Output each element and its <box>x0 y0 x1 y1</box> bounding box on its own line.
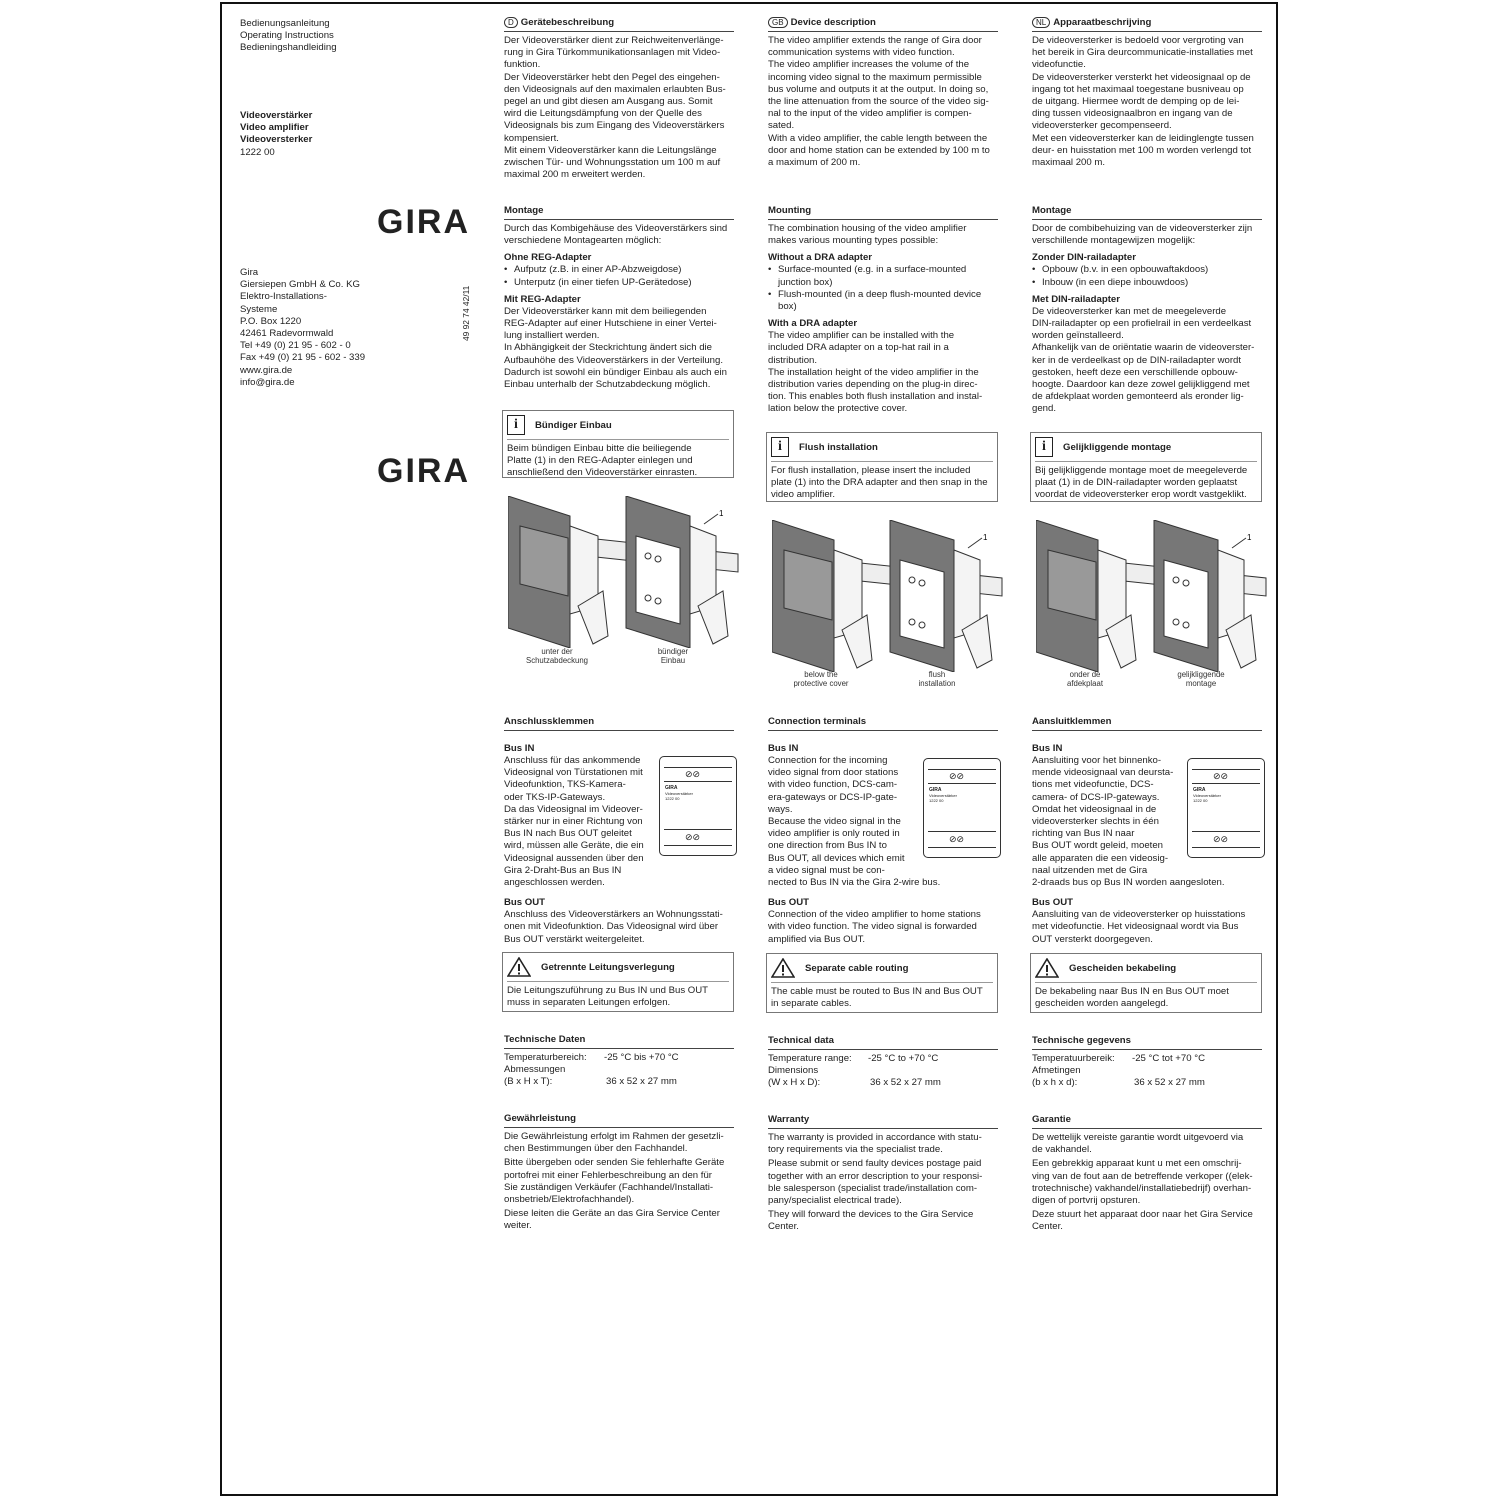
device-number: 1222 00 <box>929 798 944 803</box>
text-line: Aansluiting van de videoversterker op huisstations <box>1032 909 1246 921</box>
mounting-section-nl <box>1032 205 1262 416</box>
text-line: lation below the protective cover. <box>768 403 908 415</box>
text-line: verschiedene Montagearten möglich: <box>504 235 662 247</box>
mounting-section-gb <box>768 205 998 416</box>
figure-caption <box>1156 670 1246 688</box>
dim-value: 36 x 52 x 27 mm <box>1134 1077 1205 1089</box>
text-line: portofrei mit einer Fehlerbeschreibung an den für <box>504 1169 712 1181</box>
text-line: Door de combibehuizing van de videoversterker zijn <box>1032 223 1253 234</box>
doc-type-en: Operating Instructions <box>240 30 334 42</box>
text-line: Aufbauhöhe des Videoverstärkers in der Verteilung. <box>504 354 724 366</box>
text-line: trotechnische) vakhandel/installatiebedrijf) overhan- <box>1032 1182 1252 1194</box>
text-line: Anschluss für das ankommende <box>504 755 641 766</box>
text-line: Connection of the video amplifier to home stations <box>768 909 981 921</box>
text-line: Dadurch ist sowohl ein bündiger Einbau als auch ein <box>504 366 727 378</box>
device-illustration <box>1187 758 1265 858</box>
text-line: in separate cables. <box>771 998 852 1010</box>
text-line: Bus IN nach Bus OUT geleitet <box>504 828 632 840</box>
warranty-title: Gewährleistung <box>504 1113 734 1128</box>
caption-line: gelijkliggende <box>1177 670 1225 679</box>
text-line: Videosignal aussenden über den <box>504 852 644 864</box>
text-line: Center. <box>1032 1221 1063 1233</box>
text-line: video amplifier. <box>771 489 835 501</box>
warning-title: Getrennte Leitungsverlegung <box>541 961 675 973</box>
device-brand: GIRA <box>665 785 678 791</box>
info-icon: i <box>507 415 525 435</box>
text-line: hoogte. Daardoor kan deze zowel gelijkliggend met <box>1032 379 1250 391</box>
callout-number: 1 <box>1247 533 1252 542</box>
text-line: naal uitzenden met de Gira <box>1032 864 1148 876</box>
text-line: maximaal 200 m. <box>1032 157 1106 169</box>
text-line: De videoversterker kan met de meegeleverde <box>1032 305 1227 317</box>
text-line: Gira 2-Draht-Bus an Bus IN <box>504 864 622 876</box>
caption-line: afdekplaat <box>1067 679 1103 688</box>
text-line: incoming video signal to the maximum permissible <box>768 71 982 83</box>
device-brand: GIRA <box>1193 787 1206 793</box>
temp-label: Temperaturbereich: <box>504 1052 587 1063</box>
text-line: Mit einem Videoverstärker kann die Leitungslänge <box>504 144 717 156</box>
text-line: Sie zuständigen Verkäufer (Fachhandel/Installati- <box>504 1181 714 1193</box>
doc-code: 49 92 74 42/11 <box>461 285 471 341</box>
text-line: The video amplifier extends the range of Gira door <box>768 35 982 46</box>
text-line: Beim bündigen Einbau bitte die beiliegende <box>507 443 692 454</box>
text-line: anschließend den Videoverstärker einrasten. <box>507 467 698 479</box>
caption-line: protective cover <box>793 679 849 688</box>
mounting-illustration-de <box>508 496 740 648</box>
warning-box-nl <box>1030 953 1262 1013</box>
device-illustration <box>923 758 1001 858</box>
text-line: De videoversterker is bedoeld voor vergroting van <box>1032 35 1244 46</box>
mount-title: Mounting <box>768 205 998 220</box>
gira-logo-top: GIRA <box>377 203 470 241</box>
text-line: the line attenuation from the source of the video sig- <box>768 96 989 108</box>
text-line: onsbetrieb/Elektrofachhandel). <box>504 1194 635 1206</box>
text-line: Bus OUT wordt geleid, moeten <box>1032 840 1164 852</box>
text-line: makes various mounting types possible: <box>768 235 939 247</box>
text-line: pegel an und gibt diesen am Ausgang aus. Somit <box>504 96 713 108</box>
text-line: Die Leitungszuführung zu Bus IN und Bus OUT <box>507 985 709 996</box>
lang-badge: NL <box>1032 17 1050 28</box>
tech-data-gb <box>768 1035 998 1090</box>
text-line: lung installiert werden. <box>504 330 600 342</box>
bus-out-title: Bus OUT <box>1032 897 1074 909</box>
warning-title: Gescheiden bekabeling <box>1069 962 1177 974</box>
tech-title: Technische Daten <box>504 1034 734 1049</box>
terminal-screws-icon: ⊘⊘ <box>1213 771 1229 781</box>
without-adapter-title: Without a DRA adapter <box>768 252 873 264</box>
caption-line: onder de <box>1069 670 1101 679</box>
tech-title: Technische gegevens <box>1032 1035 1262 1050</box>
product-titles <box>240 110 312 147</box>
text-line: The combination housing of the video amplifier <box>768 223 967 234</box>
bullet-item: • Aufputz (z.B. in einer AP-Abzweigdose) <box>504 264 734 276</box>
text-line: gend. <box>1032 403 1057 415</box>
text-line: Der Videoverstärker kann mit dem beiliegenden <box>504 305 707 317</box>
caption-line: unter der <box>541 647 573 656</box>
address-line: Giersiepen GmbH & Co. KG <box>240 279 360 291</box>
info-icon: i <box>771 437 789 457</box>
device-number: 1222 00 <box>1193 798 1208 803</box>
text-line: de uitgang. Hiermee wordt de demping op de lei- <box>1032 96 1240 108</box>
caption-line: montage <box>1185 679 1217 688</box>
doc-type-nl: Bedieningshandleiding <box>240 42 337 54</box>
temp-label: Temperatuurbereik: <box>1032 1053 1115 1064</box>
text-line: video amplifier is only routed in <box>768 828 900 840</box>
bullet-item: • Flush-mounted (in a deep flush-mounted device box) <box>768 289 998 313</box>
fax-line: Fax +49 (0) 21 95 - 602 - 339 <box>240 352 366 364</box>
callout-number: 1 <box>719 509 724 518</box>
text-line: sated. <box>768 120 795 132</box>
dim-label: Abmessungen <box>504 1064 566 1076</box>
figure-caption <box>776 670 866 688</box>
terminals-title: Connection terminals <box>768 716 998 731</box>
text-line: a video signal must be con- <box>768 864 885 876</box>
text-line: bus volume and outputs it at the output. In doing so, <box>768 83 989 95</box>
text-line: plaat (1) in de DIN-railadapter worden geplaatst <box>1035 477 1238 489</box>
product-name-en: Video amplifier <box>240 122 309 134</box>
text-line: tory requirements via the specialist trade. <box>768 1144 943 1156</box>
text-line: Platte (1) in den REG-Adapter einlegen und <box>507 455 693 467</box>
text-line: Omdat het videosignaal in de <box>1032 803 1157 815</box>
info-title: Gelijkliggende montage <box>1063 441 1172 453</box>
text-line: het bereik in Gira deurcommunicatie-installaties met <box>1032 47 1253 59</box>
text-line: Bus OUT verstärkt weitergeleitet. <box>504 933 645 945</box>
text-line: REG-Adapter auf einer Hutschiene in einer Vertei- <box>504 318 717 330</box>
with-adapter-title: Met DIN-railadapter <box>1032 293 1120 305</box>
mounting-section-de <box>504 205 734 391</box>
with-adapter-title: With a DRA adapter <box>768 318 858 330</box>
desc-heading <box>1032 17 1262 32</box>
text-line: pany/specialist electrical trade). <box>768 1195 902 1207</box>
temp-value: -25 °C tot +70 °C <box>1132 1053 1205 1064</box>
without-adapter-title: Zonder DIN-railadapter <box>1032 252 1136 264</box>
figure-caption <box>892 670 982 688</box>
text-line: weiter. <box>504 1220 532 1232</box>
column-de <box>504 17 734 181</box>
terminal-screws-icon: ⊘⊘ <box>949 834 965 844</box>
dim-label: Dimensions <box>768 1065 819 1077</box>
warning-icon <box>1035 958 1059 978</box>
text-line: Der Videoverstärker hebt den Pegel des eingehen- <box>504 71 720 83</box>
desc-title: Apparaatbeschrijving <box>1053 17 1152 28</box>
text-line: ving van de fout aan de betreffende verkoper ((elek- <box>1032 1170 1253 1182</box>
text-line: De wettelijk vereiste garantie wordt uitgevoerd via <box>1032 1132 1244 1143</box>
text-line: ker in de verdeelkast op de DIN-railadapter wordt <box>1032 354 1242 366</box>
callout-number: 1 <box>983 533 988 542</box>
text-line: Videofunktion, TKS-Kamera- <box>504 779 626 791</box>
warranty-title: Warranty <box>768 1114 998 1129</box>
tech-data-nl <box>1032 1035 1262 1090</box>
mount-title: Montage <box>1032 205 1262 220</box>
column-gb <box>768 17 998 169</box>
text-line: door and home station can be extended by 100 m to <box>768 144 990 156</box>
text-line: The cable must be routed to Bus IN and Bus OUT <box>771 986 983 997</box>
text-line: The video amplifier increases the volume of the <box>768 59 970 71</box>
text-line: nected to Bus IN via the Gira 2-wire bus. <box>768 877 941 889</box>
text-line: mende videosignaal van deursta- <box>1032 767 1174 779</box>
figure-caption <box>628 647 718 665</box>
text-line: For flush installation, please insert the included <box>771 465 971 476</box>
address-block <box>240 267 365 389</box>
text-line: together with an error description to your responsi- <box>768 1170 983 1182</box>
tech-title: Technical data <box>768 1035 998 1050</box>
article-number: 1222 00 <box>240 147 275 158</box>
text-line: They will forward the devices to the Gira Service <box>768 1209 974 1221</box>
caption-line: below the <box>804 670 838 679</box>
warning-icon <box>771 958 795 978</box>
text-line: With a video amplifier, the cable length between the <box>768 132 988 144</box>
text-line: Durch das Kombigehäuse des Videoverstärkers sind <box>504 223 728 234</box>
text-line: Diese leiten die Geräte an das Gira Service Center <box>504 1208 720 1220</box>
text-line: Connection for the incoming <box>768 755 888 766</box>
warranty-nl <box>1032 1114 1262 1234</box>
text-line: zwischen Tür- und Wohnungsstation um 100 m auf <box>504 157 721 169</box>
text-line: verschillende montagewijzen mogelijk: <box>1032 235 1196 247</box>
text-line: kompensiert. <box>504 132 559 144</box>
text-line: maximal 200 m erweitert werden. <box>504 169 646 181</box>
figure-caption <box>512 647 602 665</box>
warranty-gb <box>768 1114 998 1234</box>
text-line: Bitte übergeben oder senden Sie fehlerhafte Geräte <box>504 1157 725 1169</box>
text-line: tion. This enables both flush installation and instal- <box>768 391 983 403</box>
text-line: de afdekplaat worden gemonteerd als eronder lig- <box>1032 391 1244 403</box>
text-line: distribution varies depending on the plug-in direc- <box>768 379 978 391</box>
caption-line: bündiger <box>657 647 689 656</box>
terminal-screws-icon: ⊘⊘ <box>1213 834 1229 844</box>
figure-caption <box>1040 670 1130 688</box>
text-line: oder TKS-IP-Gateways. <box>504 791 606 803</box>
warning-title: Separate cable routing <box>805 962 909 974</box>
text-line: deur- en huisstation met 100 m worden verlengd tot <box>1032 144 1252 156</box>
warning-box-de <box>502 952 734 1012</box>
terminals-title: Aansluitklemmen <box>1032 716 1262 731</box>
address-line: P.O. Box 1220 <box>240 315 302 327</box>
text-line: den Videosignals auf den maximalen erlaubten Bus- <box>504 83 726 95</box>
text-line: De bekabeling naar Bus IN en Bus OUT moet <box>1035 986 1229 997</box>
dim-label: Afmetingen <box>1032 1065 1081 1077</box>
info-title: Flush installation <box>799 441 878 453</box>
dim-value: 36 x 52 x 27 mm <box>870 1077 941 1089</box>
text-line: ingang tot het maximaal toegestane busniveau op <box>1032 83 1244 95</box>
device-number: 1222 00 <box>665 796 680 801</box>
text-line: Deze stuurt het apparaat door naar het Gira Service <box>1032 1209 1253 1221</box>
text-line: plate (1) into the DRA adapter and then snap in the <box>771 477 988 489</box>
warning-box-gb <box>766 953 998 1013</box>
tech-data-de <box>504 1034 734 1089</box>
bullet-item: • Inbouw (in een diepe inbouwdoos) <box>1032 277 1262 289</box>
caption-line: installation <box>918 679 956 688</box>
text-line: In Abhängigkeit der Steckrichtung ändert sich die <box>504 342 712 354</box>
desc-title: Gerätebeschreibung <box>520 17 615 28</box>
text-line: muss in separaten Leitungen erfolgen. <box>507 997 671 1009</box>
device-name: Videoverstärker <box>1193 793 1221 798</box>
desc-title: Device description <box>790 17 876 28</box>
text-line: videoversterker gecompenseerd. <box>1032 120 1172 132</box>
warning-icon <box>507 957 531 977</box>
text-line: Bus OUT, all devices which emit <box>768 852 905 864</box>
text-line: Bij gelijkliggende montage moet de meegeleverde <box>1035 465 1248 476</box>
text-line: Because the video signal in the <box>768 816 901 828</box>
text-line: Da das Videosignal im Videover- <box>504 803 643 815</box>
text-line: Videosignal von Türstationen mit <box>504 767 643 779</box>
device-illustration <box>659 756 737 856</box>
with-adapter-title: Mit REG-Adapter <box>504 293 581 305</box>
text-line: a maximum of 200 m. <box>768 157 861 169</box>
dim-label: (W x H x D): <box>768 1077 821 1089</box>
text-line: amplified via Bus OUT. <box>768 933 866 945</box>
text-line: de vakhandel. <box>1032 1144 1092 1156</box>
desc-heading <box>768 17 998 32</box>
text-line: tions met videofunctie, DCS- <box>1032 779 1154 791</box>
bullet-item: • Surface-mounted (e.g. in a surface-mounted junction box) <box>768 264 998 288</box>
caption-line: Schutzabdeckung <box>526 656 588 665</box>
text-line: Anschluss des Videoverstärkers an Wohnungsstati- <box>504 909 723 921</box>
address-line: Elektro-Installations- <box>240 291 327 303</box>
text-line: worden geïnstalleerd. <box>1032 330 1124 342</box>
text-line: era-gateways or DCS-IP-gate- <box>768 791 898 803</box>
phone-line: Tel +49 (0) 21 95 - 602 - 0 <box>240 340 351 352</box>
text-line: camera- of DCS-IP-gateways. <box>1032 791 1160 803</box>
doc-type-list <box>240 18 337 55</box>
email-link[interactable]: info@gira.de <box>240 376 295 388</box>
text-line: Afhankelijk van de oriëntatie waarin de videoverster- <box>1032 342 1255 354</box>
info-icon: i <box>1035 437 1053 457</box>
text-line: richting van Bus IN naar <box>1032 828 1135 840</box>
gira-logo-bottom: GIRA <box>377 452 470 490</box>
caption-line: flush <box>928 670 946 679</box>
terminal-screws-icon: ⊘⊘ <box>685 769 701 779</box>
info-box-gb <box>766 432 998 502</box>
mount-title: Montage <box>504 205 734 220</box>
warranty-de <box>504 1113 734 1233</box>
bus-in-title: Bus IN <box>1032 743 1063 754</box>
text-line: with video function. The video signal is forwarded <box>768 921 977 933</box>
device-name: Videoverstärker <box>929 793 957 798</box>
text-line: Einbau unterhalb der Schutzabdeckung möglich. <box>504 379 711 391</box>
bus-out-title: Bus OUT <box>768 897 810 909</box>
text-line: distribution. <box>768 354 818 366</box>
dim-label: (B x H x T): <box>504 1076 553 1088</box>
temp-value: -25 °C to +70 °C <box>868 1053 939 1064</box>
mounting-illustration-nl <box>1036 520 1268 672</box>
text-line: The video amplifier can be installed with the <box>768 330 955 342</box>
text-line: 2-draads bus op Bus IN worden aangesloten. <box>1032 877 1225 889</box>
text-line: ble salesperson (specialist trade/installation com- <box>768 1182 978 1194</box>
address-line: Systeme <box>240 303 278 315</box>
text-line: Aansluiting voor het binnenko- <box>1032 755 1162 766</box>
text-line: videoversterker slechts in één <box>1032 816 1159 828</box>
text-line: De videoversterker versterkt het videosignaal op de <box>1032 71 1251 83</box>
info-box-de <box>502 410 734 478</box>
warranty-title: Garantie <box>1032 1114 1262 1129</box>
without-adapter-title: Ohne REG-Adapter <box>504 252 592 264</box>
text-line: Die Gewährleistung erfolgt im Rahmen der gesetzli- <box>504 1131 724 1142</box>
desc-heading <box>504 17 734 32</box>
text-line: DIN-railadapter op een profielrail in een verdeelkast <box>1032 318 1252 330</box>
lang-badge: GB <box>768 17 788 28</box>
website-link[interactable]: www.gira.de <box>240 364 293 376</box>
bus-in-title: Bus IN <box>768 743 799 754</box>
text-line: angeschlossen werden. <box>504 877 605 889</box>
device-name: Videoverstärker <box>665 791 693 796</box>
text-line: funktion. <box>504 59 541 71</box>
text-line: Please submit or send faulty devices postage paid <box>768 1158 982 1170</box>
text-line: onen mit Videofunktion. Das Videosignal wird über <box>504 921 719 933</box>
info-box-nl <box>1030 432 1262 502</box>
desc-text <box>504 35 734 181</box>
address-line: Gira <box>240 267 259 278</box>
text-line: gescheiden worden aangelegd. <box>1035 998 1169 1010</box>
text-line: Een gebrekkig apparaat kunt u met een omschrij- <box>1032 1158 1242 1170</box>
text-line: met videofunctie. Het videosignaal wordt via Bus <box>1032 921 1239 933</box>
dim-label: (b x h x d): <box>1032 1077 1078 1089</box>
temp-label: Temperature range: <box>768 1053 852 1064</box>
address-line: 42461 Radevormwald <box>240 328 334 340</box>
terminal-screws-icon: ⊘⊘ <box>685 832 701 842</box>
device-brand: GIRA <box>929 787 942 793</box>
bus-in-title: Bus IN <box>504 743 535 754</box>
terminal-screws-icon: ⊘⊘ <box>949 771 965 781</box>
text-line: communication systems with video function. <box>768 47 955 59</box>
text-line: with video function, DCS-cam- <box>768 779 898 791</box>
text-line: OUT versterkt doorgegeven. <box>1032 933 1153 945</box>
text-line: video signal from door stations <box>768 767 899 779</box>
info-title: Bündiger Einbau <box>535 419 612 431</box>
text-line: ding tussen videosignaalbron en ingang van de <box>1032 108 1233 120</box>
text-line: one direction from Bus IN to <box>768 840 887 852</box>
text-line: gestoken, heeft deze een verschillende opbouw- <box>1032 366 1238 378</box>
text-line: voordat de videoversterker erop wordt vastgeklikt. <box>1035 489 1247 501</box>
lang-badge: D <box>504 17 518 28</box>
caption-line: Einbau <box>660 656 686 665</box>
text-line: The warranty is provided in accordance with statu- <box>768 1132 982 1143</box>
text-line: alle apparaten die een videosig- <box>1032 852 1169 864</box>
column-nl <box>1032 17 1262 169</box>
text-line: wird, müssen alle Geräte, die ein <box>504 840 644 852</box>
text-line: Videosignals bis zum Eingang des Videoverstärkers <box>504 120 725 132</box>
text-line: Der Videoverstärker dient zur Reichweitenverlänge- <box>504 35 724 46</box>
dim-value: 36 x 52 x 27 mm <box>606 1076 677 1088</box>
text-line: Met een videoversterker kan de leidinglengte tussen <box>1032 132 1254 144</box>
bullet-item: • Opbouw (b.v. in een opbouwaftakdoos) <box>1032 264 1262 276</box>
text-line: included DRA adapter on a top-hat rail in a <box>768 342 949 354</box>
product-name-nl: Videoversterker <box>240 134 313 146</box>
product-name-de: Videoverstärker <box>240 110 313 121</box>
doc-type-de: Bedienungsanleitung <box>240 18 330 29</box>
text-line: The installation height of the video amplifier in the <box>768 366 979 378</box>
text-line: rung in Gira Türkommunikationsanlagen mit Video- <box>504 47 721 59</box>
text-line: wird die Leitungsdämpfung von der Quelle des <box>504 108 702 120</box>
mounting-illustration-gb <box>772 520 1004 672</box>
text-line: nal to the input of the video amplifier is compen- <box>768 108 972 120</box>
text-line: ways. <box>768 803 793 815</box>
text-line: stärker nur in einer Richtung von <box>504 816 643 828</box>
text-line: digen of portvrij opsturen. <box>1032 1195 1141 1207</box>
temp-value: -25 °C bis +70 °C <box>604 1052 679 1063</box>
terminals-title: Anschlussklemmen <box>504 716 734 731</box>
text-line: chen Bestimmungen über den Fachhandel. <box>504 1143 688 1155</box>
bus-out-title: Bus OUT <box>504 897 546 909</box>
bullet-item: • Unterputz (in einer tiefen UP-Gerätedose) <box>504 277 734 289</box>
text-line: Center. <box>768 1221 799 1233</box>
text-line: videofunctie. <box>1032 59 1086 71</box>
